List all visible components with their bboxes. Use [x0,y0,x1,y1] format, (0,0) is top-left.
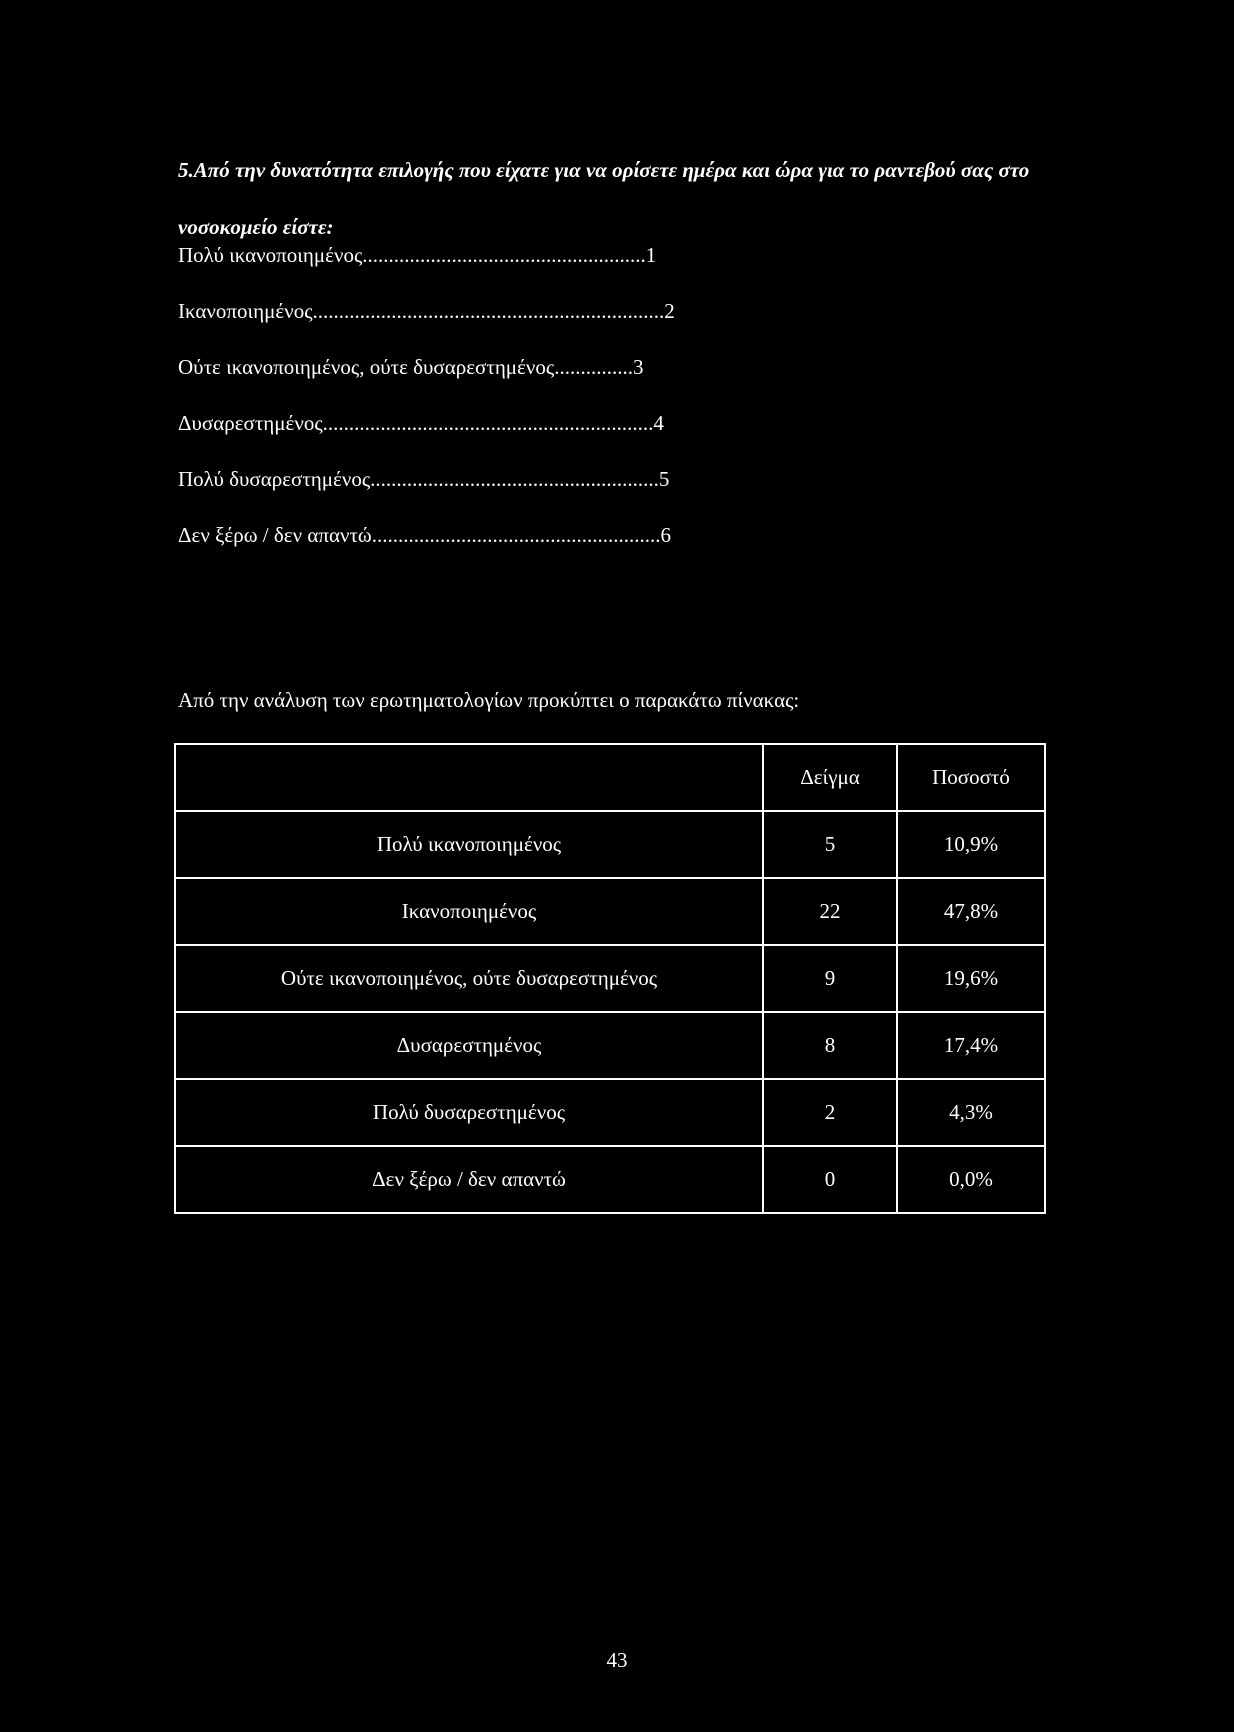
option-label: Πολύ ικανοποιημένος [178,243,363,267]
table-row [175,811,1045,878]
table-row [175,1079,1045,1146]
percent-cell: 19,6% [897,945,1045,1012]
sample-cell: 9 [763,945,897,1012]
results-table [174,743,1046,1214]
option-code: 1 [645,243,657,267]
category-cell: Δυσαρεστημένος [175,1012,763,1079]
answer-option [178,408,675,464]
header-sample-cell: Δείγμα [763,744,897,811]
table-row [175,945,1045,1012]
category-cell: Πολύ δυσαρεστημένος [175,1079,763,1146]
option-leader: ....................................................... [370,467,659,491]
answer-option [178,296,675,352]
option-label: Δεν ξέρω / δεν απαντώ [178,523,372,547]
option-leader: ....................................................... [371,523,661,547]
sample-cell: 0 [763,1146,897,1213]
option-leader: ................................................................... [312,299,665,323]
option-code: 6 [660,523,671,547]
header-percent-cell: Ποσοστό [897,744,1045,811]
option-code: 2 [664,299,675,323]
option-code: 4 [653,411,664,435]
percent-cell: 0,0% [897,1146,1045,1213]
category-cell: Δεν ξέρω / δεν απαντώ [175,1146,763,1213]
sample-cell: 8 [763,1012,897,1079]
answer-option [178,464,675,520]
percent-cell: 10,9% [897,811,1045,878]
option-code: 5 [658,467,670,491]
category-cell: Ούτε ικανοποιημένος, ούτε δυσαρεστημένος [175,945,763,1012]
option-leader: ...................................................... [362,243,646,267]
percent-cell: 47,8% [897,878,1045,945]
option-leader: ............................................................... [322,411,654,435]
category-cell: Πολύ ικανοποιημένος [175,811,763,878]
answer-option [178,352,675,408]
header-category-cell [175,744,763,811]
option-code: 3 [632,355,644,379]
percent-cell: 4,3% [897,1079,1045,1146]
option-label: Ούτε ικανοποιημένος, ούτε δυσαρεστημένος [178,355,555,379]
table-header-row [175,744,1045,811]
answer-option [178,240,675,296]
question-heading: 5.Από την δυνατότητα επιλογής που είχατε για να ορίσετε ημέρα και ώρα για το ραντεβού σας στο νοσοκομείο είστε: [178,158,1030,239]
table-row [175,1012,1045,1079]
answer-option [178,520,675,576]
table-row [175,878,1045,945]
answer-options-list [178,240,675,576]
option-label: Δυσαρεστημένος [178,411,323,435]
table-row [175,1146,1045,1213]
table-intro-text: Από την ανάλυση των ερωτηματολογίων προκύπτει ο παρακάτω πίνακας: [178,688,800,712]
option-leader: ............... [554,355,633,379]
page-number: 43 [606,1648,628,1672]
sample-cell: 2 [763,1079,897,1146]
sample-cell: 5 [763,811,897,878]
sample-cell: 22 [763,878,897,945]
option-label: Πολύ δυσαρεστημένος [178,467,371,491]
option-label: Ικανοποιημένος [178,299,313,323]
percent-cell: 17,4% [897,1012,1045,1079]
category-cell: Ικανοποιημένος [175,878,763,945]
